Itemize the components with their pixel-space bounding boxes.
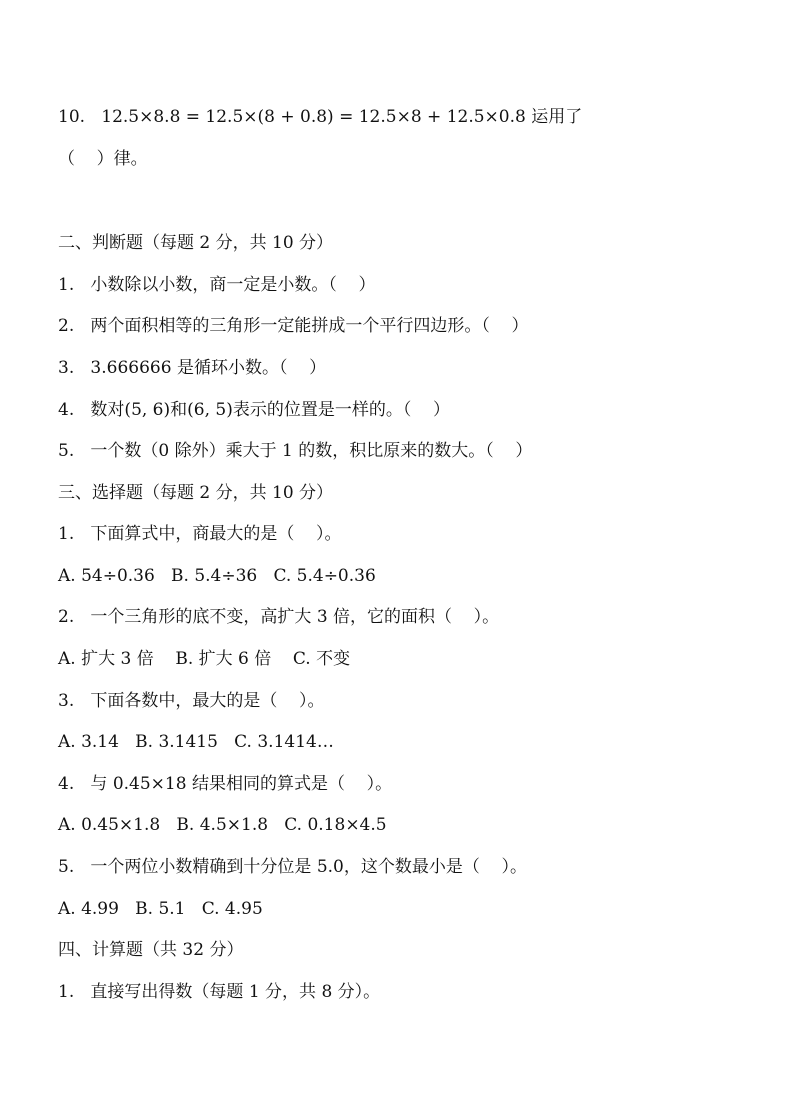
section-2-item-5: 5. 一个数（0 除外）乘大于 1 的数，积比原来的数大。（ ） (58, 441, 533, 461)
section-4-heading: 四、计算题（共 32 分） (58, 940, 244, 960)
section-3-question-5: 5. 一个两位小数精确到十分位是 5.0，这个数最小是（ ）。 (58, 857, 527, 877)
question-10-line-2: （ ）律。 (58, 149, 148, 169)
section-3-question-4: 4. 与 0.45×18 结果相同的算式是（ ）。 (58, 774, 393, 794)
section-3-question-2: 2. 一个三角形的底不变，高扩大 3 倍，它的面积（ ）。 (58, 607, 500, 627)
question-10-line-1: 10. 12.5×8.8 = 12.5×(8 + 0.8) = 12.5×8 + 12.5×0.8 运用了 (58, 107, 583, 127)
section-3-question-1: 1. 下面算式中，商最大的是（ ）。 (58, 524, 342, 544)
section-2-item-1: 1. 小数除以小数，商一定是小数。（ ） (58, 275, 376, 295)
section-2-heading: 二、判断题（每题 2 分，共 10 分） (58, 233, 334, 253)
section-2-item-2: 2. 两个面积相等的三角形一定能拼成一个平行四边形。（ ） (58, 316, 529, 336)
section-3-options-4: A. 0.45×1.8 B. 4.5×1.8 C. 0.18×4.5 (58, 815, 387, 835)
section-3-options-5: A. 4.99 B. 5.1 C. 4.95 (58, 899, 263, 919)
section-3-options-1: A. 54÷0.36 B. 5.4÷36 C. 5.4÷0.36 (58, 566, 376, 586)
section-3-options-2: A. 扩大 3 倍 B. 扩大 6 倍 C. 不变 (58, 649, 351, 669)
section-3-options-3: A. 3.14 B. 3.1415 C. 3.1414… (58, 732, 334, 752)
section-3-question-3: 3. 下面各数中，最大的是（ ）。 (58, 691, 325, 711)
section-2-item-4: 4. 数对(5, 6)和(6, 5)表示的位置是一样的。（ ） (58, 400, 450, 420)
section-4-item-1: 1. 直接写出得数（每题 1 分，共 8 分）。 (58, 982, 381, 1002)
section-2-item-3: 3. 3.666666 是循环小数。（ ） (58, 358, 327, 378)
section-3-heading: 三、选择题（每题 2 分，共 10 分） (58, 483, 334, 503)
